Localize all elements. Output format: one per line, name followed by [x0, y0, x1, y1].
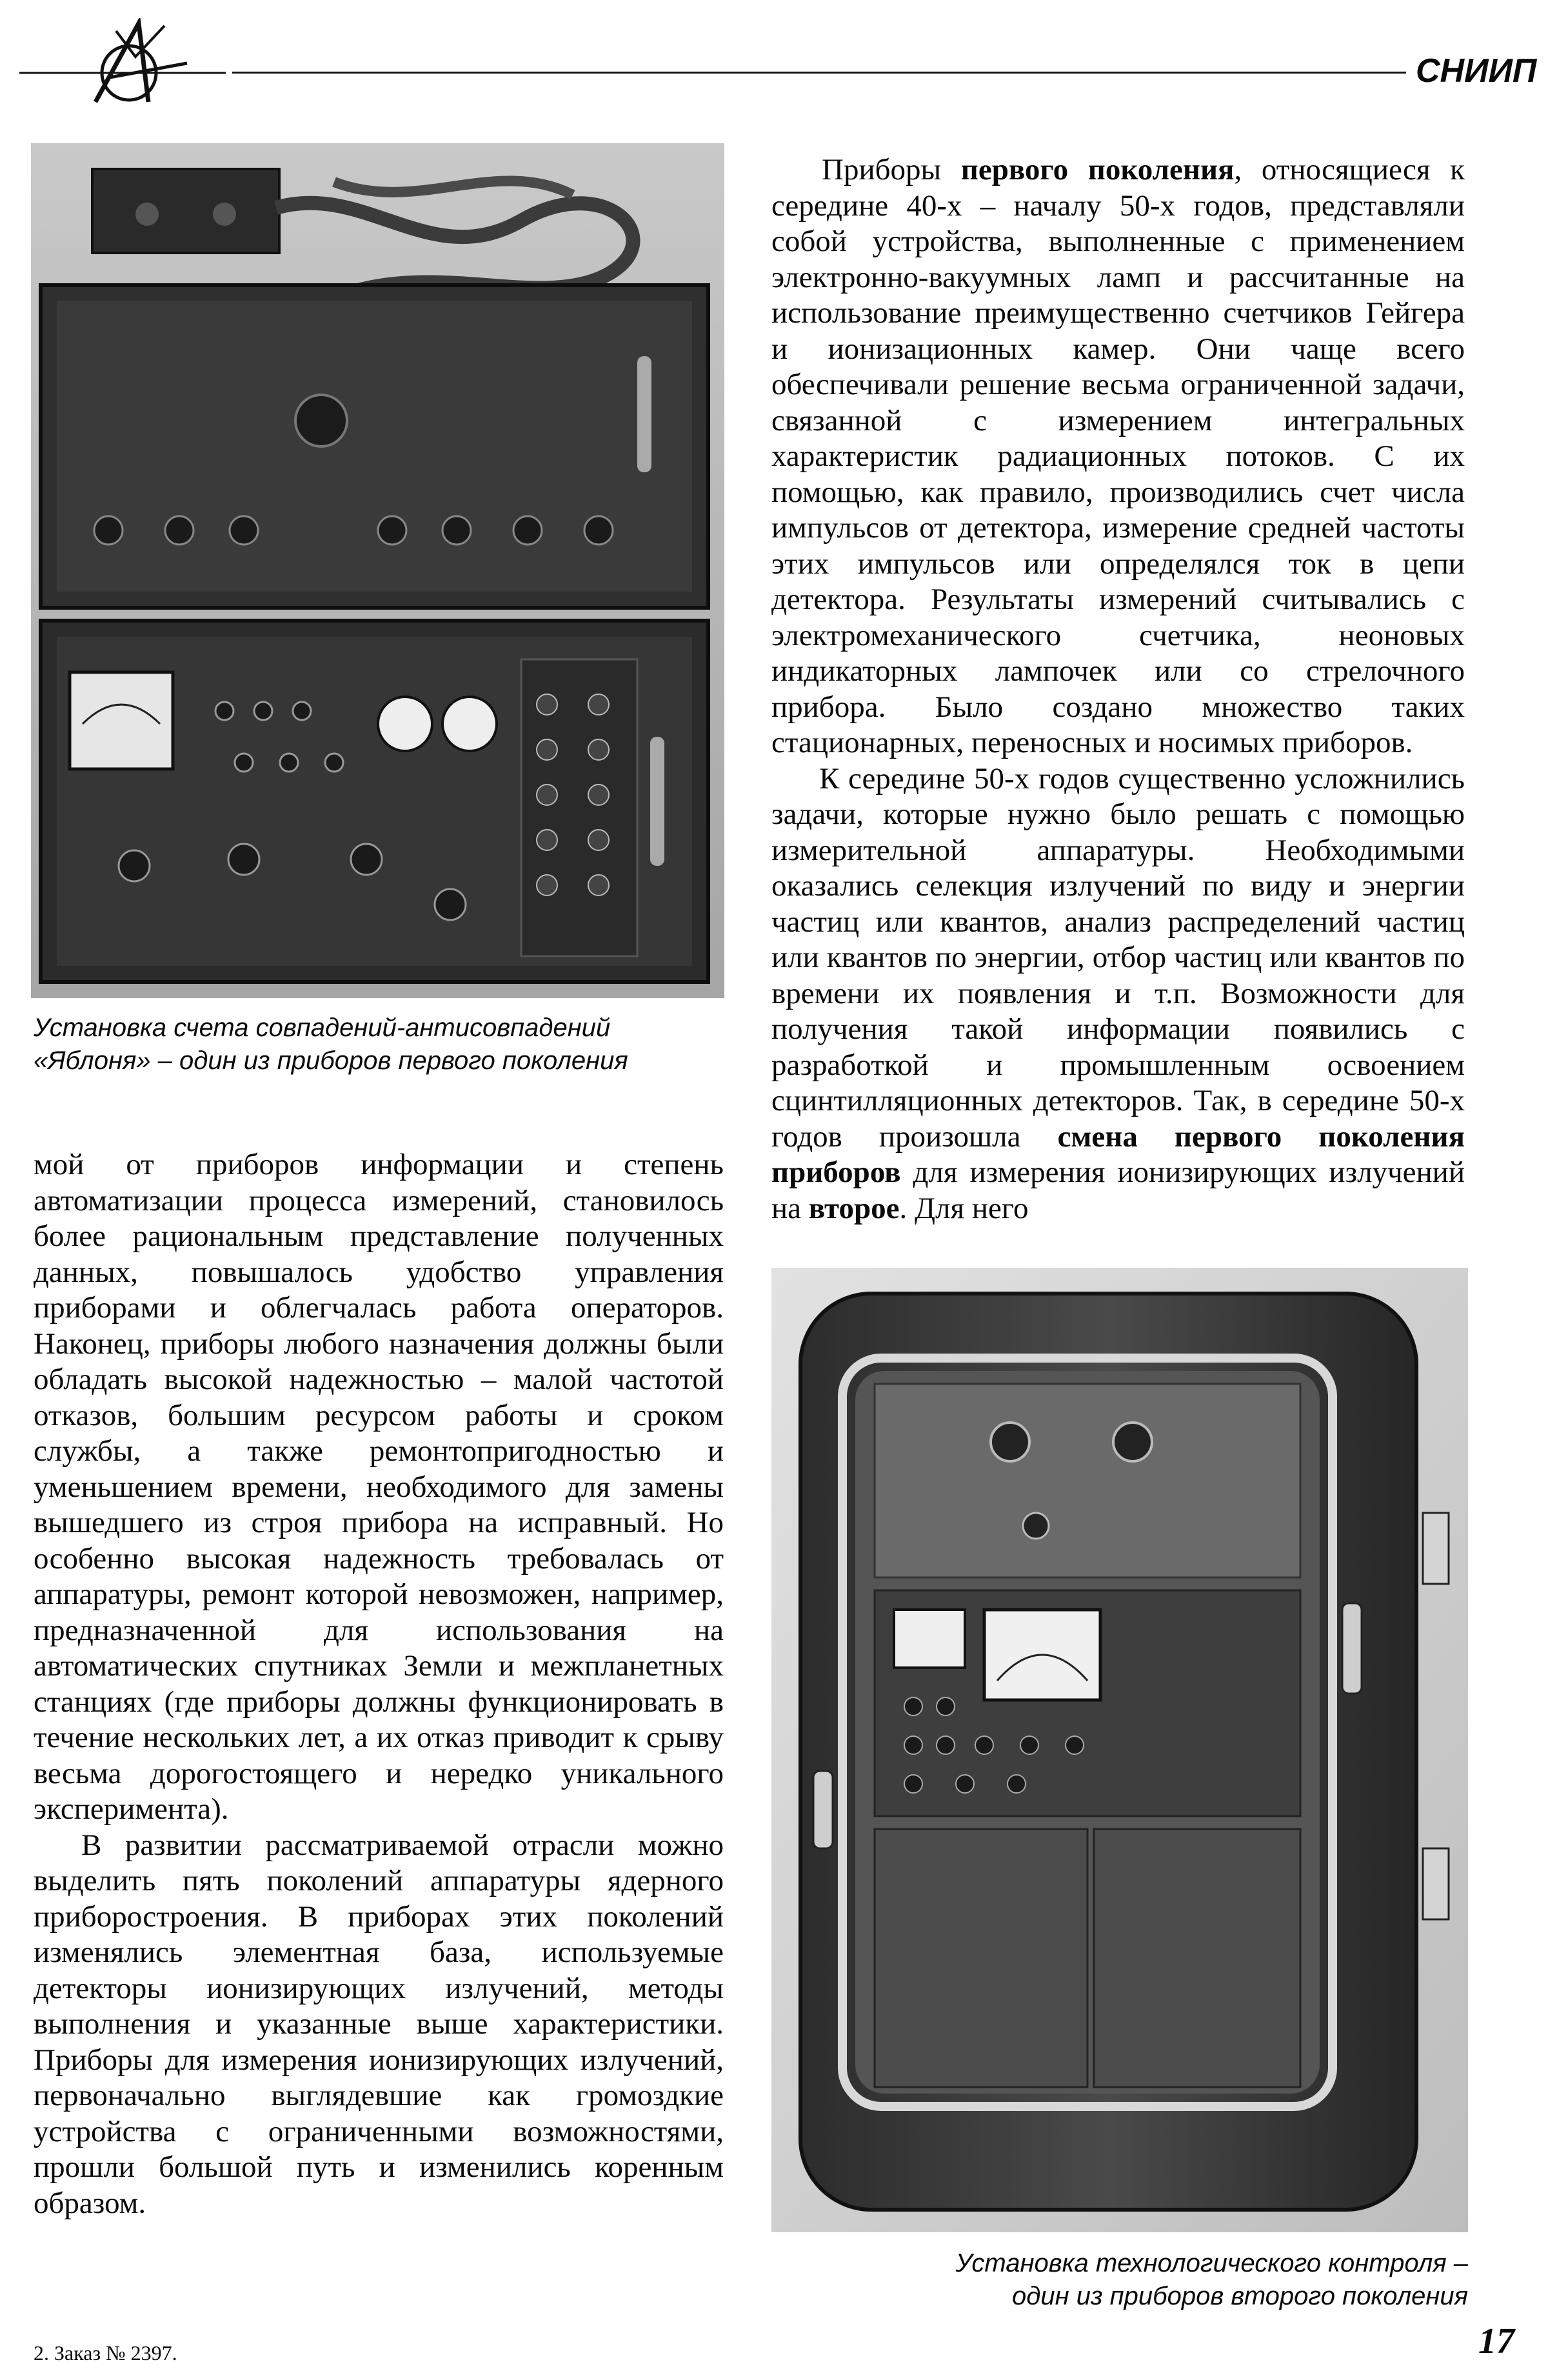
right-p1-text-a: Приборы: [822, 153, 961, 186]
left-paragraph-1: мой от приборов информации и степень автоматизации процесса измерений, становилось более рациональным представление полученных данных, повышалось удобство управления приборами и облегчалась работа операторов. Наконец, приборы любого назначения должны были обладать высокой надежностью – малой частотой отказов, большим ресурсом работы и сроком службы, а также ремонтопригодностью и уменьшением времени, необходимого для замены вышедшего из строя прибора на исправный. Но особенно высокая надежность требовалась от аппаратуры, ремонт которой невозможен, например, предназначенной для использования на автоматических спутниках Земли и межпланетных станциях (где приборы должны функционировать в течение нескольких лет, а их отказ приводит к срыву весьма дорогостоящего и нередко уникального эксперимента).: [34, 1148, 724, 1826]
caption-figure-1-line-1: Установка счета совпадений-антисовпадений: [34, 1014, 611, 1042]
right-p2-text-b: для измерения ионизирующих излучений на: [771, 1155, 1465, 1225]
page-number: 17: [1478, 2321, 1514, 2361]
photo-figure-1: [31, 143, 724, 998]
left-paragraph-2: В развитии рассматриваемой отрасли можно выделить пять поколений аппаратуры ядерного приборостроения. В приборах этих поколений изменялись элементная база, используемые детекторы ионизирующих излучений, методы выполнения и указанные выше характеристики. Приборы для измерения ионизирующих излучений, первоначально выглядевшие как громоздкие устройства с ограниченными возможностями, прошли большой путь и изменились коренным образом.: [34, 1828, 724, 2220]
right-paragraph-2: [771, 761, 1465, 1227]
caption-figure-1: [34, 1012, 717, 1077]
caption-figure-2-line-1: Установка технологического контроля –: [955, 2249, 1468, 2277]
printer-signature: 2. Заказ № 2397.: [34, 2341, 177, 2365]
caption-figure-1-line-2: «Яблоня» – один из приборов первого поколения: [34, 1046, 628, 1075]
header: [0, 0, 1548, 116]
caption-figure-2-line-2: один из приборов второго поколения: [1011, 2282, 1468, 2310]
right-p2-text-c: . Для него: [899, 1191, 1029, 1225]
right-p2-bold-second: второе: [808, 1191, 900, 1225]
journal-abbrev: СНИИП: [1416, 52, 1537, 90]
logo-icon: [19, 18, 226, 108]
left-column-text: [34, 1147, 724, 2221]
caption-figure-2: [771, 2247, 1468, 2313]
instrument-photo-2: [771, 1268, 1468, 2232]
right-p1-bold-first-generation: первого поколения: [960, 153, 1235, 186]
right-paragraph-1: [771, 152, 1465, 761]
photo-figure-2: [771, 1268, 1468, 2232]
right-column-text: [771, 152, 1465, 1226]
header-rule: [232, 72, 1406, 74]
right-p2-bold-change-generation: смена первого поколения приборов: [771, 1119, 1465, 1189]
right-p2-text-a: К середине 50-х годов существенно усложнились задачи, которые нужно было решать с помощью измерительной аппаратуры. Необходимыми оказались селекция излучений по виду и энергии частиц или квантов, анализ распределений частиц или квантов по энергии, отбор частиц или квантов по времени их появления и т.п. Возможности для получения такой информации появились с разработкой и промышленным освоением сцинтилляционных детекторов. Так, в середине 50-х годов произошла: [771, 761, 1465, 1154]
instrument-photo-1: [31, 143, 724, 998]
right-p1-text-b: , относящиеся к середине 40-х – началу 50-х годов, представляли собой устройства, выполненные с применением электронно-вакуумных ламп и рассчитанные на использование преимущественно счетчиков Гейгера и ионизационных камер. Они чаще всего обеспечивали решение весьма ограниченной задачи, связанной с измерением интегральных характеристик радиационных потоков. С их помощью, как правило, производились счет числа импульсов от детектора, измерение средней частоты этих импульсов или определялся ток в цепи детектора. Результаты измерений считывались с электромеханического счетчика, неоновых индикаторных лампочек или со стрелочного прибора. Было создано множество таких стационарных, переносных и носимых приборов.: [771, 153, 1465, 759]
